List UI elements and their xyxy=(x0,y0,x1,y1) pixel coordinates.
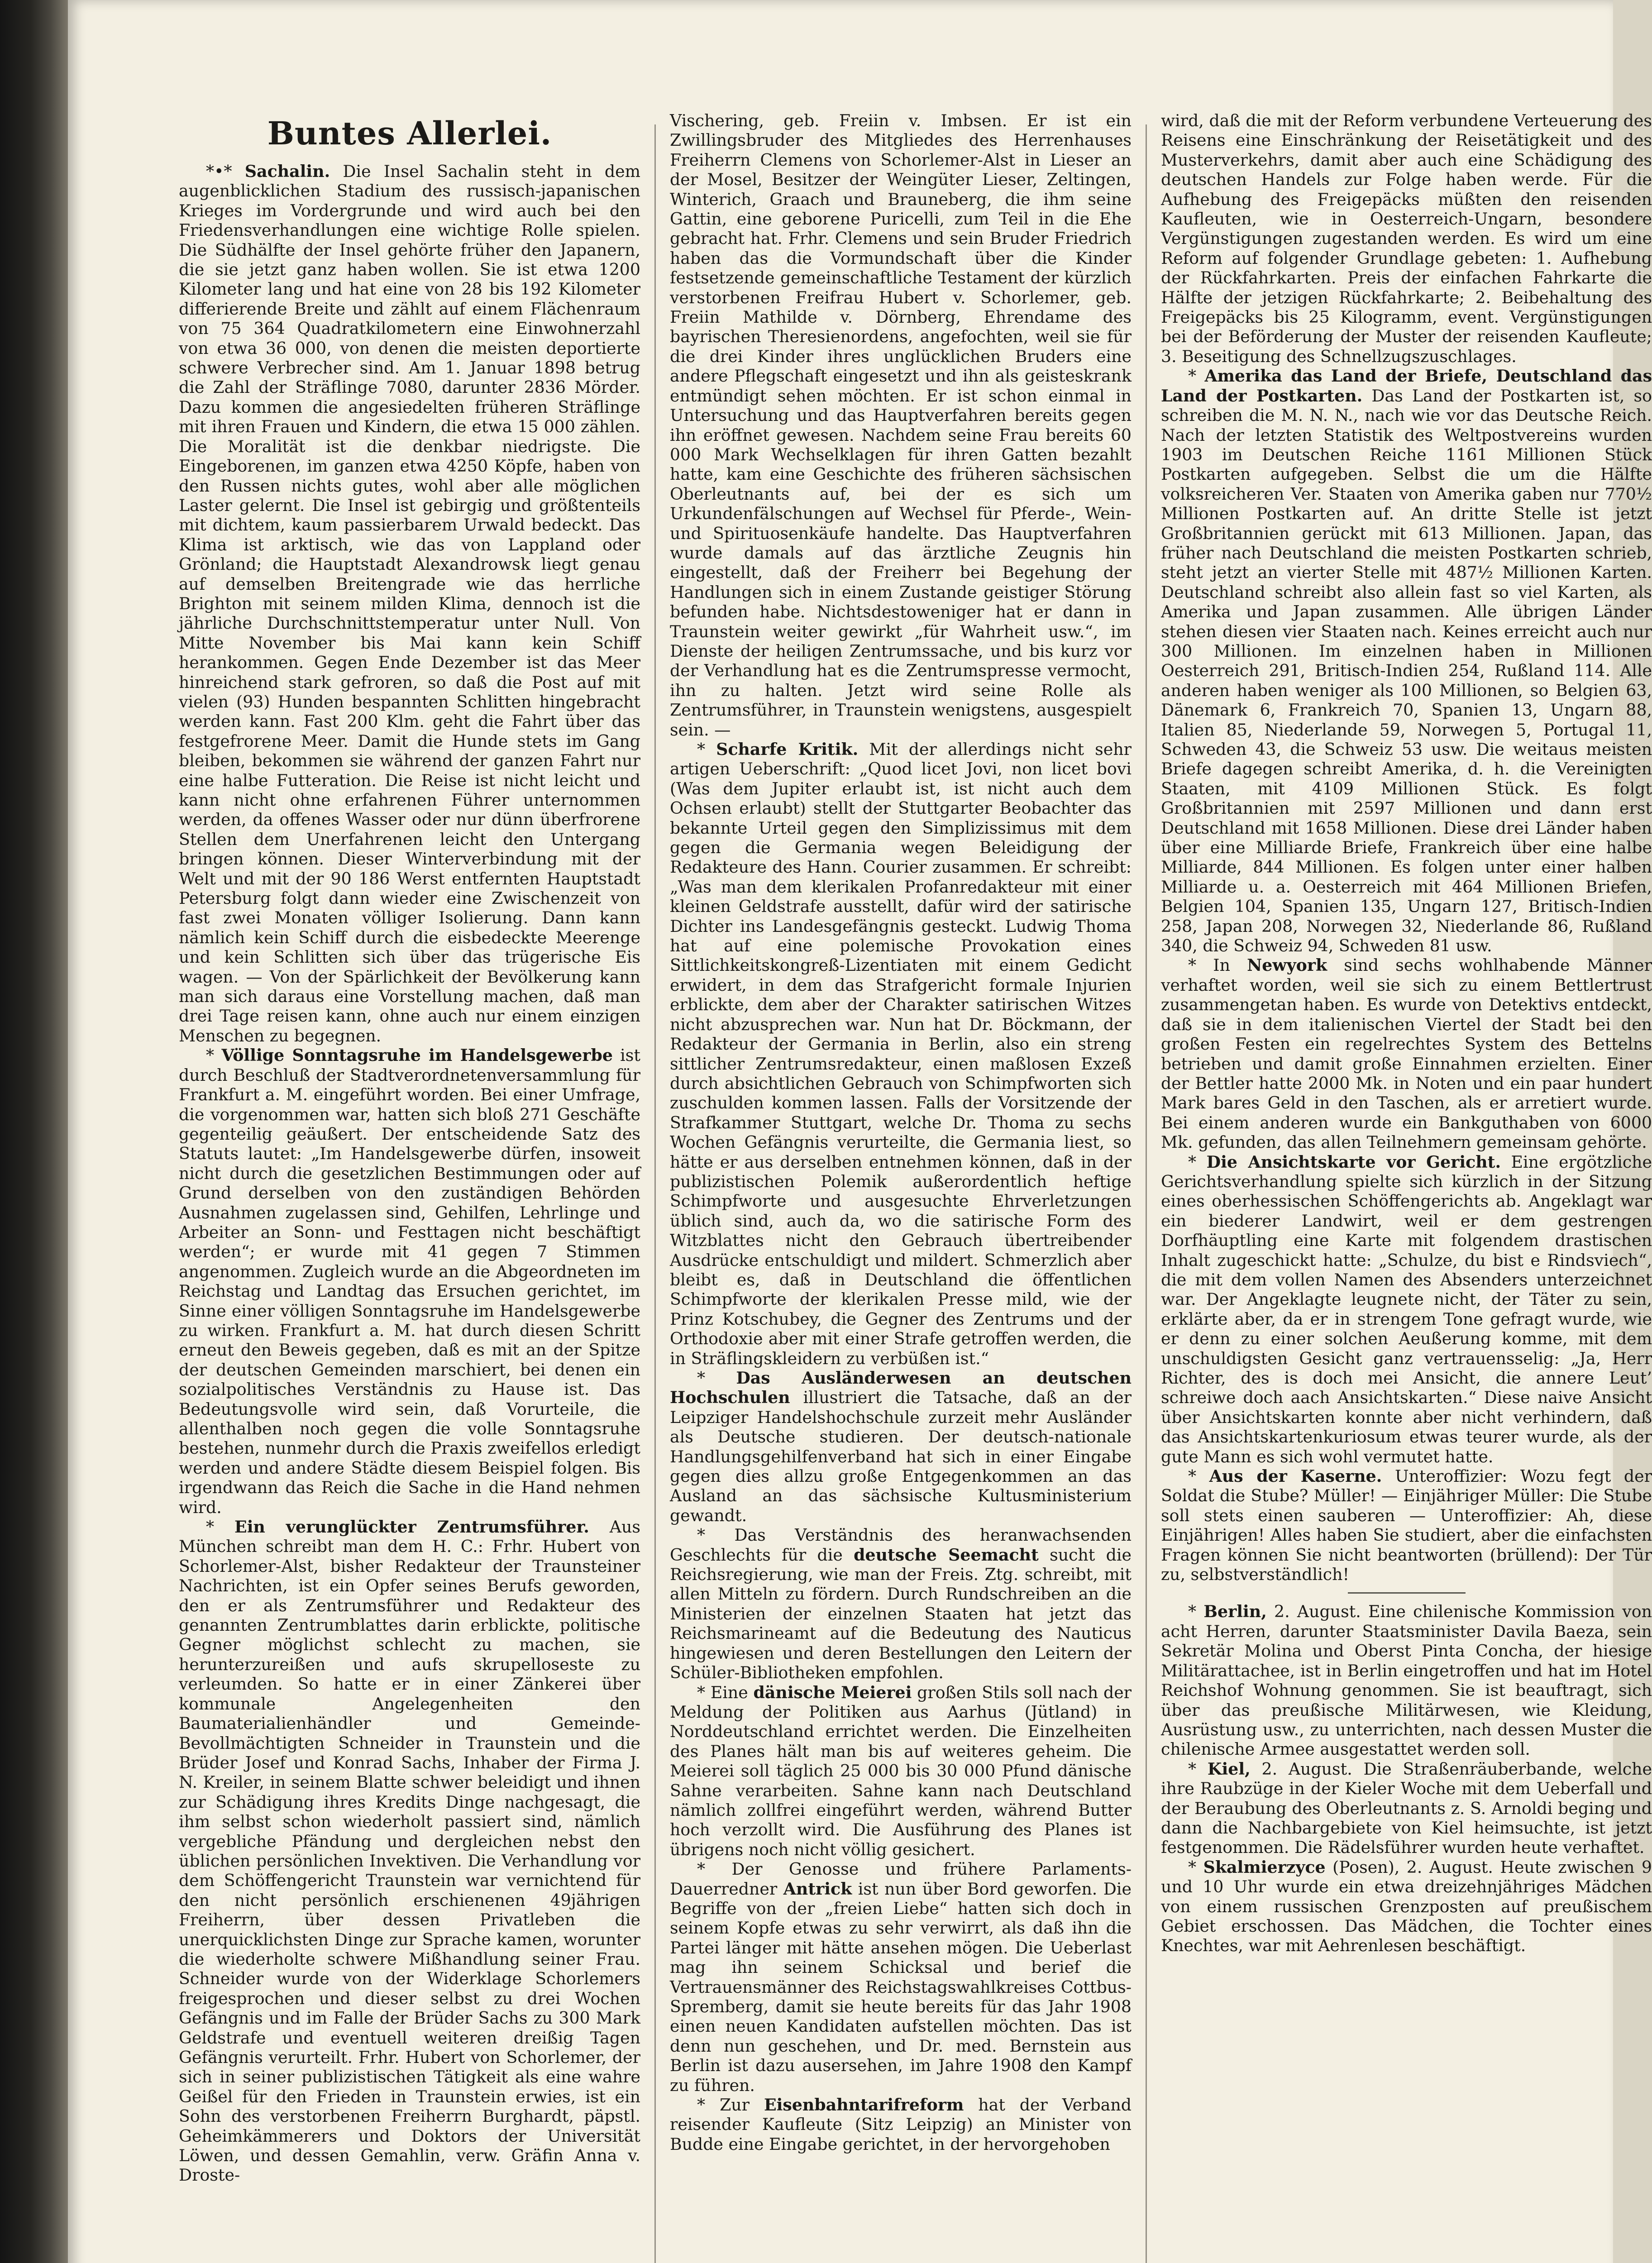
article-paragraph xyxy=(1161,1759,1652,1857)
article-lead-text: In xyxy=(1213,955,1247,975)
article-keyword: Völlige Sonntagsruhe im Handelsgewerbe xyxy=(221,1046,613,1065)
article-paragraph xyxy=(1161,366,1652,955)
article-body: (Posen), 2. August. Heute zwischen 9 und 10 Uhr wurde ein etwa dreizehnjähriges Mädchen von einem russischen Grenzposten auf preußischem Gebiet erschossen. Das Mädchen, die Tochter eines Knechtes, war mit Aehrenlesen beschäftigt. xyxy=(1161,1857,1652,1956)
article-paragraph xyxy=(670,111,1132,740)
asterisk-mark: * xyxy=(1188,1759,1208,1779)
article-body: Das Land der Postkarten ist, so schreiben die M. N. N., nach wie vor das Deutsche Reich. Nach der letzten Statistik des Weltpostvereins wurden 1903 im Deutschen Reiche 1161 Millionen Stück Postkarten aufgegeben. Selbst die um die Hälfte volksreicheren Ver. Staaten von Amerika gaben nur 770½ Millionen Postkarten auf. An dritte Stelle ist jetzt Großbritannien gerückt mit 613 Millionen. Japan, das früher nach Deutschland die meisten Postkarten schrieb, steht jetzt an vierter Stelle mit 487½ Millionen Karten. Deutschland schreibt also allein fast so viel Karten, als Amerika und Japan zusammen. Alle übrigen Länder stehen diesen vier Staaten nach. Keines erreicht auch nur 300 Millionen. Im einzelnen haben in Millionen Oesterreich 291, Britisch-Indien 254, Rußland 114. Alle anderen haben weniger als 100 Millionen, so Belgien 63, Dänemark 6, Frankreich 70, Spanien 13, Ungarn 88, Italien 85, Niederlande 59, Norwegen 5, Portugal 11, Schweden 43, die Schweiz 53 usw. Die weitaus meisten Briefe dagegen schreibt Amerika, d. h. die Vereinigten Staaten, mit 4109 Millionen Stück. Es folgt Großbritannien mit 2597 Millionen und dann erst Deutschland mit 1658 Millionen. Diese drei Länder haben über eine Milliarde Briefe, Frankreich über eine halbe Milliarde, 844 Millionen. Es folgen unter einer halben Milliarde u. a. Oesterreich mit 464 Millionen Briefen, Belgien 104, Spanien 135, Ungarn 127, Britisch-Indien 258, Japan 208, Norwegen 32, Niederlande 86, Rußland 340, die Schweiz 94, Schweden 81 usw. xyxy=(1161,386,1652,956)
article-body: Die Insel Sachalin steht in dem augenblicklichen Stadium des russisch-japanischen Krieges im Vordergrunde und wird auch bei den Friedensverhandlungen eine wichtige Rolle spielen. Die Südhälfte der Insel gehörte früher den Japanern, die sie jetzt ganz haben wollen. Sie ist etwa 1200 Kilometer lang und hat eine von 28 bis 192 Kilometer differierende Breite und zählt auf einem Flächenraum von 75 364 Quadratkilometern eine Einwohnerzahl von etwa 36 000, von denen die meisten deportierte schwere Verbrecher sind. Am 1. Januar 1898 betrug die Zahl der Sträflinge 7080, darunter 2836 Mörder. Dazu kommen die angesiedelten früheren Sträflinge mit ihren Frauen und Kindern, die etwa 15 000 zählen. Die Moralität ist die denkbar niedrigste. Die Eingeborenen, im ganzen etwa 4250 Köpfe, haben von den Russen nichts gutes, wohl aber alle möglichen Laster gelernt. Die Insel ist gebirgig und größtenteils mit dichtem, kaum passierbarem Urwald bedeckt. Das Klima ist arktisch, wie das von Lappland oder Grönland; die Hauptstadt Alexandrowsk liegt genau auf demselben Breitengrade wie das herrliche Brighton mit seinem milden Klima, dennoch ist die jährliche Durchschnittstemperatur unter Null. Von Mitte November bis Mai kann kein Schiff herankommen. Gegen Ende Dezember ist das Meer hinreichend stark gefroren, so daß die Post auf mit vielen (93) Hunden bespannten Schlitten hingebracht werden kann. Fast 200 Klm. geht die Fahrt über das festgefrorene Meer. Damit die Hunde stets im Gang bleiben, bekommen sie während der ganzen Fahrt nur eine halbe Futteration. Die Reise ist nicht leicht und kann nicht ohne erfahrenen Führer unternommen werden, da offenes Wasser oder nur dünn überfrorene Stellen dem Unerfahrenen leicht den Untergang bringen können. Dieser Winterverbindung mit der Welt und mit der 90 186 Werst entfernten Hauptstadt Petersburg folgt dann wieder eine Zwischenzeit von fast zwei Monaten völliger Isolierung. Dann kann nämlich kein Schiff durch die eisbedeckte Meerenge und kein Schlitten sich über das trügerische Eis wagen. — Von der Spärlichkeit der Bevölkerung kann man sich daraus eine Vorstellung machen, daß man drei Tage reisen kann, ohne auch nur einem einzigen Menschen zu begegnen. xyxy=(179,162,640,1046)
article-body: Eine ergötzliche Gerichtsverhandlung spielte sich kürzlich in der Sitzung eines oberhessischen Schöffengerichts ab. Angeklagt war ein biederer Landwirt, weil er dem gestrengen Dorfhäuptling eine Karte mit folgendem drastischen Inhalt zugeschickt hatte: „Schulze, du bist e Rindsviech“, die mit dem vollen Namen des Absenders unterzeichnet war. Der Angeklagte leugnete nicht, der Täter zu sein, erklärte aber, da er in strengem Tone gefragt wurde, wie er denn zu einer solchen Aeußerung komme, mit dem unschuldigsten Gesicht ganz vertrauensselig: „Ja, Herr Richter, des is doch mei Ansicht, die annere Leut’ schreiwe doch aach Ansichtskarten.“ Diese naive Ansicht über Ansichtskarten konnte aber nicht verhindern, daß das Ansichtskartenkuriosum etwas teurer wurde, als der gute Mann es sich wohl vermutet hatte. xyxy=(1161,1152,1652,1466)
section-divider xyxy=(1348,1592,1466,1594)
asterisk-mark: * xyxy=(697,1368,736,1388)
text-columns xyxy=(179,111,1652,2263)
article-paragraph xyxy=(1161,1152,1652,1467)
article-paragraph xyxy=(1161,111,1652,366)
article-paragraph xyxy=(670,1368,1132,1525)
article-keyword: Das Ausländerwesen an deutschen Hochschulen xyxy=(670,1368,1132,1408)
asterisk-mark: * xyxy=(206,1046,222,1065)
asterisk-mark: * xyxy=(1188,1857,1203,1877)
article-paragraph xyxy=(1161,1466,1652,1584)
article-body: wird, daß die mit der Reform verbundene Verteuerung des Reisens eine Einschränkung der Reisetätigkeit und des Musterverkehrs, damit aber auch eine Schädigung des deutschen Handels zur Folge haben werde. Für die Aufhebung des Freigepäcks müßten den reisenden Kaufleuten, wie in Oesterreich-Ungarn, besondere Vergünstigungen zugestanden werden. Es wird um eine Reform auf folgender Grundlage gebeten: 1. Aufhebung der Rückfahrkarten. Preis der einfachen Fahrkarte die Hälfte der jetzigen Rückfahrkarte; 2. Beibehaltung des Freigepäcks bis 25 Kilogramm, event. Vergünstigungen bei der Beförderung der Muster der reisenden Kaufleute; 3. Beseitigung des Schnellzugszuschlages. xyxy=(1161,111,1652,366)
article-lead-text: Zur xyxy=(720,2095,764,2115)
article-keyword: Ein verunglückter Zentrumsführer. xyxy=(234,1517,589,1537)
column-1 xyxy=(179,111,640,2263)
article-lead-text: Der Genosse und frühere Parlaments-Dauerredner xyxy=(670,1859,1132,1899)
article-body: Unteroffizier: Wozu fegt der Soldat die Stube? Müller! — Einjähriger Müller: Die Stube soll stets einen sauberen — Unteroffizier: Ah, diese Einjährigen! Alles haben Sie studiert, aber die einfachsten Fragen können Sie nicht beantworten (brüllend): Der Tür zu, selbstverständlich! xyxy=(1161,1466,1652,1585)
article-lead-text: Das Verständnis des heranwachsenden Geschlechts für die xyxy=(670,1525,1132,1565)
article-body: ist nun über Bord geworfen. Die Begriffe von der „freien Liebe“ hatten sich doch in seinem Kopfe etwas zu sehr verwirrt, als daß ihn die Partei länger mit hätte ansehen mögen. Die Ueberlast mag ihn seinem Schicksal und berief die Vertrauensmänner des Reichstagswahlkreises Cottbus-Spremberg, damit sie heute bereits für das Jahr 1908 einen neuen Kandidaten aufstellen möchten. Das ist denn nun geschehen, und Dr. med. Bernstein aus Berlin ist dazu ausersehen, im Jahre 1908 den Kampf zu führen. xyxy=(670,1879,1132,2095)
article-body: hat der Verband reisender Kaufleute (Sitz Leipzig) an Minister von Budde eine Eingabe gerichtet, in der hervorgehoben xyxy=(670,2095,1132,2154)
column-2 xyxy=(670,111,1132,2263)
article-body: 2. August. Eine chilenische Kommission von acht Herren, darunter Staatsminister Davila Baeza, sein Sekretär Molina und Oberst Pinta Concha, der hiesige Militärattachee, ist in Berlin eingetroffen und hat im Hotel Reichshof Wohnung genommen. Sie ist beauftragt, sich über das preußische Militärwesen, wie Kleidung, Ausrüstung usw., zu unterrichten, nach dessen Muster die chilenische Armee ausgestattet werden soll. xyxy=(1161,1602,1652,1759)
article-keyword: Newyork xyxy=(1247,955,1327,975)
article-paragraph xyxy=(179,162,640,1046)
article-body: sucht die Reichsregierung, wie man der Freis. Ztg. schreibt, mit allen Mitteln zu fördern. Durch Rundschreiben an die Ministerien der einzelnen Staaten hat jetzt das Reichsmarineamt auf die Bedeutung des Nauticus hingewiesen und deren Bestellungen den Leitern der Schüler-Bibliotheken empfohlen. xyxy=(670,1545,1132,1683)
article-paragraph xyxy=(670,2095,1132,2154)
article-body: sind sechs wohlhabende Männer verhaftet worden, weil sie sich zu einem Bettlertrust zusammengetan haben. Es wurde von Detektivs entdeckt, daß sie in dem italienischen Viertel der Stadt bei den großen Festen ein regelrechtes System des Bettelns betrieben und damit große Einnahmen erzielten. Einer der Bettler hatte 2000 Mk. in Noten und ein paar hundert Mark bares Geld in den Taschen, als er arretiert wurde. Bei einem anderen wurde ein Bankguthaben von 6000 Mk. gefunden, das allen Teilnehmern gemeinsam gehörte. xyxy=(1161,955,1652,1152)
article-paragraph xyxy=(179,1046,640,1517)
article-body: Aus München schreibt man dem H. C.: Frhr. Hubert von Schorlemer-Alst, bisher Redakteur der Traunsteiner Nachrichten, ist ein Opfer seines Berufs geworden, den er als Zentrumsführer und Redakteur des genannten Zentrumblattes darin erblickte, politische Gegner möglichst schlecht zu machen, sie herunterzureißen und aufs skrupelloseste zu verleumden. So hatte er in einer Zänkerei über kommunale Angelegenheiten den Baumaterialienhändler und Gemeinde-Bevollmächtigten Schneider in Traunstein und die Brüder Josef und Konrad Sachs, Inhaber der Firma J. N. Kreiler, in seinem Blatte schwer beleidigt und ihnen zur Schädigung ihres Kredits Dinge nachgesagt, die ihm selbst schon wiederholt passiert sind, nämlich vergebliche Pfändung und dergleichen nebst den üblichen persönlichen Invektiven. Die Verhandlung vor dem Schöffengericht Traunstein war vernichtend für den nicht persönlich erschienenen 49jährigen Freiherrn, über dessen Privatleben die unerquicklichsten Dinge zur Sprache kamen, worunter die wiederholte schwere Mißhandlung seiner Frau. Schneider wurde von der Widerklage Schorlemers freigesprochen und dieser selbst zu drei Wochen Gefängnis und im Falle der Brüder Sachs zu 300 Mark Geldstrafe und eventuell weiteren dreißig Tagen Gefängnis verurteilt. Frhr. Hubert von Schorlemer, der sich in seiner publizistischen Tätigkeit als eine wahre Geißel für den Frieden in Traunstein erwies, ist ein Sohn des verstorbenen Freiherrn Burghardt, päpstl. Geheimkämmerers und Doktors der Universität Löwen, und dessen Gemahlin, verw. Gräfin Anna v. Droste- xyxy=(179,1517,640,2185)
article-body: illustriert die Tatsache, daß an der Leipziger Handelshochschule zurzeit mehr Ausländer als Deutsche studieren. Der deutsch-nationale Handlungsgehilfenverband hat sich in einer Eingabe gegen dies allzu große Entgegenkommen an das Ausland an das sächsische Kultusministerium gewandt. xyxy=(670,1388,1132,1525)
article-body: Vischering, geb. Freiin v. Imbsen. Er ist ein Zwillingsbruder des Mitgliedes des Herrenhauses Freiherrn Clemens von Schorlemer-Alst in Lieser an der Mosel, Besitzer der Weingüter Lieser, Zeltingen, Winterich, Graach und Brauneberg, die ihm seine Gattin, eine geborene Puricelli, zum Teil in die Ehe gebracht hat. Frhr. Clemens und sein Bruder Friedrich haben das die Vormundschaft über die Kinder festsetzende gemeinschaftliche Testament der kürzlich verstorbenen Freifrau Hubert v. Schorlemer, geb. Freiin Mathilde v. Dörnberg, Ehrendame des bayrischen Theresienordens, angefochten, weil sie für die drei Kinder ihres unglücklichen Bruders eine andere Pflegschaft eingesetzt und ihn als geisteskrank entmündigt sehen möchten. Er ist schon einmal in Untersuchung und das Hauptverfahren bereits gegen ihn eröffnet gewesen. Nachdem seine Frau bereits 60 000 Mark Wechselklagen für ihren Gatten bezahlt hatte, kam eine Geschichte des früheren sächsischen Oberleutnants auf, bei der es sich um Urkundenfälschungen auf Wechsel für Pferde-, Wein- und Spirituosenkäufe handelte. Das Hauptverfahren wurde damals auf das ärztliche Zeugnis hin eingestellt, daß der Freiherr bei Begehung der Handlungen sich in einem Zustande geistiger Störung befunden habe. Nichtsdestoweniger hat er dann in Traunstein weiter gewirkt „für Wahrheit usw.“, im Dienste der heiligen Zentrumssache, und bis kurz vor der Verhandlung hat es die Zentrumspresse vermocht, ihn zu halten. Jetzt wird seine Rolle als Zentrumsführer, in Traunstein wenigstens, ausgespielt sein. — xyxy=(670,111,1132,740)
article-body: 2. August. Die Straßenräuberbande, welche ihre Raubzüge in der Kieler Woche mit dem Ueberfall und der Beraubung des Oberleutnants z. S. Arnoldi beging und dann die Nachbargebiete von Kiel heimsuchte, ist jetzt festgenommen. Die Rädelsführer wurden heute verhaftet. xyxy=(1161,1759,1652,1857)
article-keyword: Berlin, xyxy=(1203,1602,1267,1622)
asterisk-mark: * xyxy=(697,1859,732,1879)
article-keyword: Amerika das Land der Briefe, Deutschland das Land der Postkarten. xyxy=(1161,366,1652,406)
article-lead-text: Eine xyxy=(710,1682,754,1702)
asterisk-mark: * xyxy=(697,1682,711,1702)
article-keyword: Die Ansichtskarte vor Gericht. xyxy=(1206,1152,1501,1172)
asterisk-mark: * xyxy=(1188,1466,1209,1486)
book-binding-edge xyxy=(0,0,68,2263)
article-paragraph xyxy=(670,1683,1132,1860)
asterisk-mark: * xyxy=(697,1525,735,1545)
article-keyword: Kiel, xyxy=(1207,1759,1251,1779)
asterisk-mark: * xyxy=(697,2095,720,2115)
asterisk-mark: * xyxy=(1188,955,1213,975)
column-rule xyxy=(1146,124,1147,2263)
article-paragraph xyxy=(1161,1857,1652,1956)
article-paragraph xyxy=(670,1525,1132,1682)
asterisk-mark: * xyxy=(697,740,716,759)
article-body: ist durch Beschluß der Stadtverordnetenversammlung für Frankfurt a. M. eingeführt worden. Bei einer Umfrage, die vorgenommen war, hatten sich bloß 271 Geschäfte gegenteilig geäußert. Der entscheidende Satz des Statuts lautet: „Im Handelsgewerbe dürfen, insoweit nicht durch die gesetzlichen Bestimmungen oder auf Grund derselben von den zuständigen Behörden Ausnahmen zugelassen sind, Gehilfen, Lehrlinge und Arbeiter an Sonn- und Festtagen nicht beschäftigt werden“; er wurde mit 41 gegen 7 Stimmen angenommen. Zugleich wurde an die Abgeordneten im Reichstag und Landtag das Ersuchen gerichtet, im Sinne einer völligen Sonntagsruhe im Handelsgewerbe zu wirken. Frankfurt a. M. hat durch diesen Schritt erneut den Beweis gegeben, daß es mit an der Spitze der deutschen Gemeinden marschiert, bei denen ein sozialpolitisches Verständnis zu Hause ist. Das Bedeutungsvolle wird sein, daß Vorurteile, die allenthalben noch gegen die volle Sonntagsruhe bestehen, nunmehr durch die Praxis zweifellos erledigt werden und andere Städte diesem Beispiel folgen. Bis irgendwann das Reich die Sache in die Hand nehmen wird. xyxy=(179,1046,640,1517)
article-body: Mit der allerdings nicht sehr artigen Ueberschrift: „Quod licet Jovi, non licet bovi (Was dem Jupiter erlaubt ist, ist nicht auch dem Ochsen erlaubt) stellt der Stuttgarter Beobachter das bekannte Urteil gegen den Simplizissimus mit dem gegen die Germania wegen Beleidigung der Redakteure des Hann. Courier zusammen. Er schreibt: „Was man dem klerikalen Profanredakteur mit einer kleinen Geldstrafe ausstellt, dafür wird der satirische Dichter ins Landesgefängnis gesteckt. Ludwig Thoma hat auf eine polemische Provokation eines Sittlichkeitskongreß-Lizentiaten mit einem Gedicht erwidert, in dem das Strafgericht formale Injurien erblickte, dem aber der Charakter satirischen Witzes nicht abzusprechen war. Nun hat Dr. Böckmann, der Redakteur der Germania in Berlin, also ein streng sittlicher Zentrumsredakteur, einen maßlosen Exzeß durch absichtlichen Gebrauch von Schimpfworten sich zuschulden kommen lassen. Falls der Vorsitzende der Strafkammer Stuttgart, welche Dr. Thoma zu sechs Wochen Gefängnis verurteilte, die Germania liest, so hätte er aus derselben entnehmen können, daß in der publizistischen Polemik außerordentlich heftige Schimpfworte und ausgesuchte Ehrverletzungen üblich sind, auch da, wo die satirische Form des Witzblattes nicht den Gebrauch übertreibender Ausdrücke entschuldigt und mildert. Schmerzlich aber bleibt es, daß in Deutschland die öffentlichen Schimpfworte der klerikalen Presse mild, wie der Prinz Kotschubey, die Gegner des Zentrums und der Orthodoxie aber mit einer Strafe getroffen werden, die in Sträflingskleidern zu verbüßen ist.“ xyxy=(670,740,1132,1368)
asterisk-mark: * xyxy=(1188,366,1205,386)
article-keyword: Antrick xyxy=(783,1879,852,1899)
column-rule xyxy=(654,124,656,2263)
newspaper-page xyxy=(68,0,1652,2263)
asterisk-mark: * xyxy=(206,1517,235,1537)
article-keyword: Aus der Kaserne. xyxy=(1209,1466,1382,1486)
page-title: Buntes Allerlei. xyxy=(267,115,552,152)
article-keyword: deutsche Seemacht xyxy=(854,1545,1039,1565)
article-keyword: Sachalin. xyxy=(244,162,330,181)
article-body: großen Stils soll nach der Meldung der Politiken aus Aarhus (Jütland) in Norddeutschland errichtet werden. Die Einzelheiten des Planes hält man bis auf weiteres geheim. Die Meierei soll täglich 25 000 bis 30 000 Pfund dänische Sahne verarbeiten. Sahne kann nach Deutschland nämlich zollfrei eingeführt werden, während Butter hoch verzollt wird. Die Ausführung des Planes ist übrigens noch nicht völlig gesichert. xyxy=(670,1682,1132,1859)
article-paragraph xyxy=(1161,955,1652,1152)
column-1-articles xyxy=(179,162,640,2185)
article-paragraph xyxy=(670,1859,1132,2095)
article-keyword: dänische Meierei xyxy=(753,1682,912,1702)
column-3-articles xyxy=(1161,111,1652,1956)
column-3 xyxy=(1161,111,1652,2263)
article-keyword: Eisenbahntarifreform xyxy=(764,2095,964,2115)
article-keyword: Scharfe Kritik. xyxy=(716,740,859,759)
article-paragraph xyxy=(179,1517,640,2185)
asterisk-mark: * xyxy=(1188,1602,1204,1622)
asterisk-mark: * xyxy=(1188,1152,1207,1172)
column-2-articles xyxy=(670,111,1132,2154)
article-keyword: Skalmierzyce xyxy=(1203,1857,1326,1877)
article-paragraph xyxy=(670,740,1132,1368)
asterisk-mark: *•* xyxy=(206,162,245,181)
article-paragraph xyxy=(1161,1602,1652,1759)
